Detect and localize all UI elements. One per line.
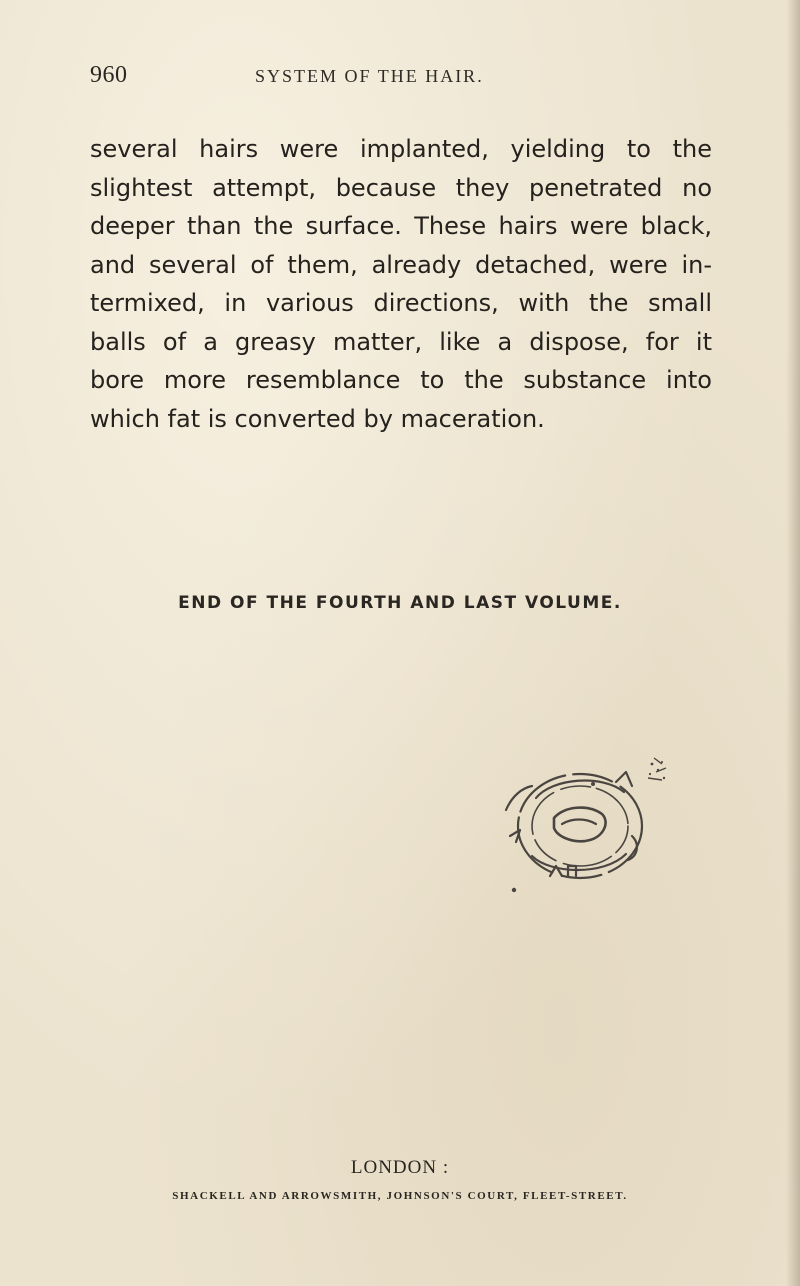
text-line: and several of them, already detached, were in- xyxy=(90,250,712,279)
page-number: 960 xyxy=(90,62,128,88)
end-of-volume-note: END OF THE FOURTH AND LAST VOLUME. xyxy=(178,593,622,613)
page-header xyxy=(90,62,710,98)
body-paragraph xyxy=(90,130,712,438)
text-line: termixed, in various directions, with the small xyxy=(90,289,712,317)
running-head: SYSTEM OF THE HAIR. xyxy=(255,66,484,86)
text-line: bore more resemblance to the substance into xyxy=(90,366,712,394)
page-edge-shadow xyxy=(786,0,800,1286)
imprint-city: LONDON : xyxy=(350,1157,450,1178)
imprint-printer: SHACKELL AND ARROWSMITH, JOHNSON'S COURT, FLEET-STREET. xyxy=(172,1190,628,1202)
text-line: deeper than the surface. These hairs were black, xyxy=(90,212,712,240)
text-line: balls of a greasy matter, like a dispose, for it xyxy=(90,327,712,356)
text-line: which fat is converted by maceration. xyxy=(90,404,545,433)
text-line: slightest attempt, because they penetrated no xyxy=(90,173,712,202)
library-stamp-icon xyxy=(492,748,682,898)
text-line: several hairs were implanted, yielding to the xyxy=(90,135,712,163)
